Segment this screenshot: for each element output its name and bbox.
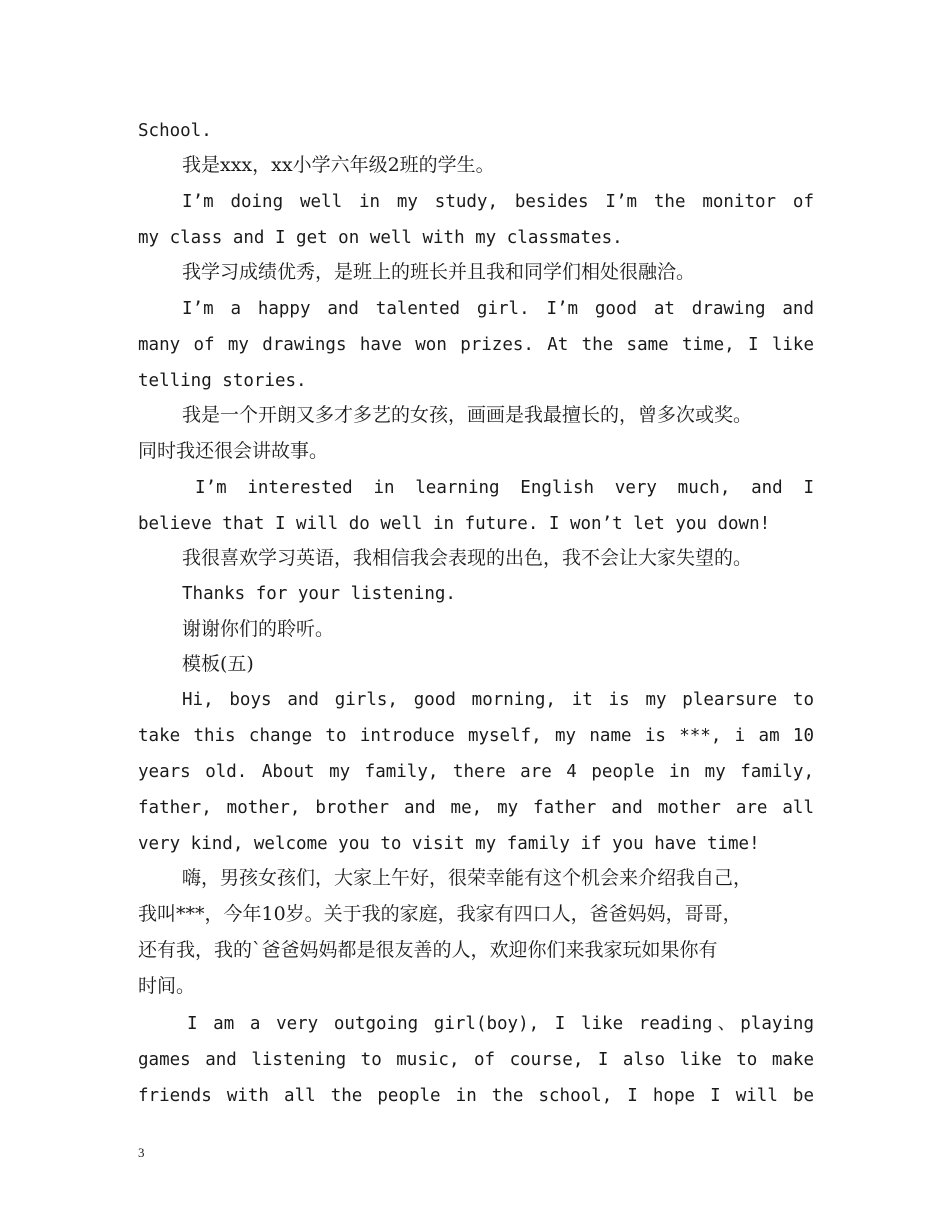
text-line: 时间。: [138, 975, 196, 997]
text-line: Hi, boys and girls, good morning, it is my plearsure to: [182, 690, 814, 710]
text-line: I am a very outgoing girl(boy), I like reading、playing: [187, 1014, 814, 1034]
text-line: 我叫***，今年10岁。关于我的家庭，我家有四口人，爸爸妈妈，哥哥，: [138, 903, 742, 925]
text-line: 我学习成绩优秀，是班上的班长并且我和同学们相处很融洽。: [182, 261, 696, 283]
text-line: I’m doing well in my study, besides I’m the monitor of: [182, 192, 814, 212]
page-number: 3: [138, 1145, 145, 1160]
text-line: games and listening to music, of course, I also like to make: [138, 1050, 814, 1070]
text-line: School.: [138, 121, 212, 141]
text-line: telling stories.: [138, 371, 307, 391]
text-line: years old. About my family, there are 4 people in my family,: [138, 762, 814, 782]
text-line: many of my drawings have won prizes. At the same time, I like: [138, 335, 814, 355]
text-line: 还有我，我的`爸爸妈妈都是很友善的人，欢迎你们来我家玩如果你有: [138, 939, 718, 961]
text-line: 同时我还很会讲故事。: [138, 440, 329, 462]
text-line: 我是一个开朗又多才多艺的女孩，画画是我最擅长的，曾多次或奖。: [182, 404, 753, 426]
text-line: 嗨，男孩女孩们，大家上午好，很荣幸能有这个机会来介绍我自己，: [182, 867, 753, 889]
text-line: 谢谢你们的聆听。: [182, 618, 335, 640]
text-line: 我是xxx，xx小学六年级2班的学生。: [182, 154, 495, 176]
text-line: take this change to introduce myself, my name is ***, i am 10: [138, 726, 814, 746]
text-line: I’m interested in learning English very much, and I: [195, 478, 814, 498]
text-line: my class and I get on well with my classmates.: [138, 228, 623, 248]
text-line: Thanks for your listening.: [182, 584, 456, 604]
text-line: believe that I will do well in future. I won’t let you down!: [138, 514, 771, 534]
text-line: father, mother, brother and me, my father and mother are all: [138, 798, 814, 818]
section-heading: 模板(五): [182, 653, 254, 675]
text-line: friends with all the people in the school, I hope I will be: [138, 1086, 814, 1106]
text-line: 我很喜欢学习英语，我相信我会表现的出色，我不会让大家失望的。: [182, 547, 753, 569]
text-line: I’m a happy and talented girl. I’m good at drawing and: [182, 299, 814, 319]
text-line: very kind, welcome you to visit my family if you have time!: [138, 834, 760, 854]
